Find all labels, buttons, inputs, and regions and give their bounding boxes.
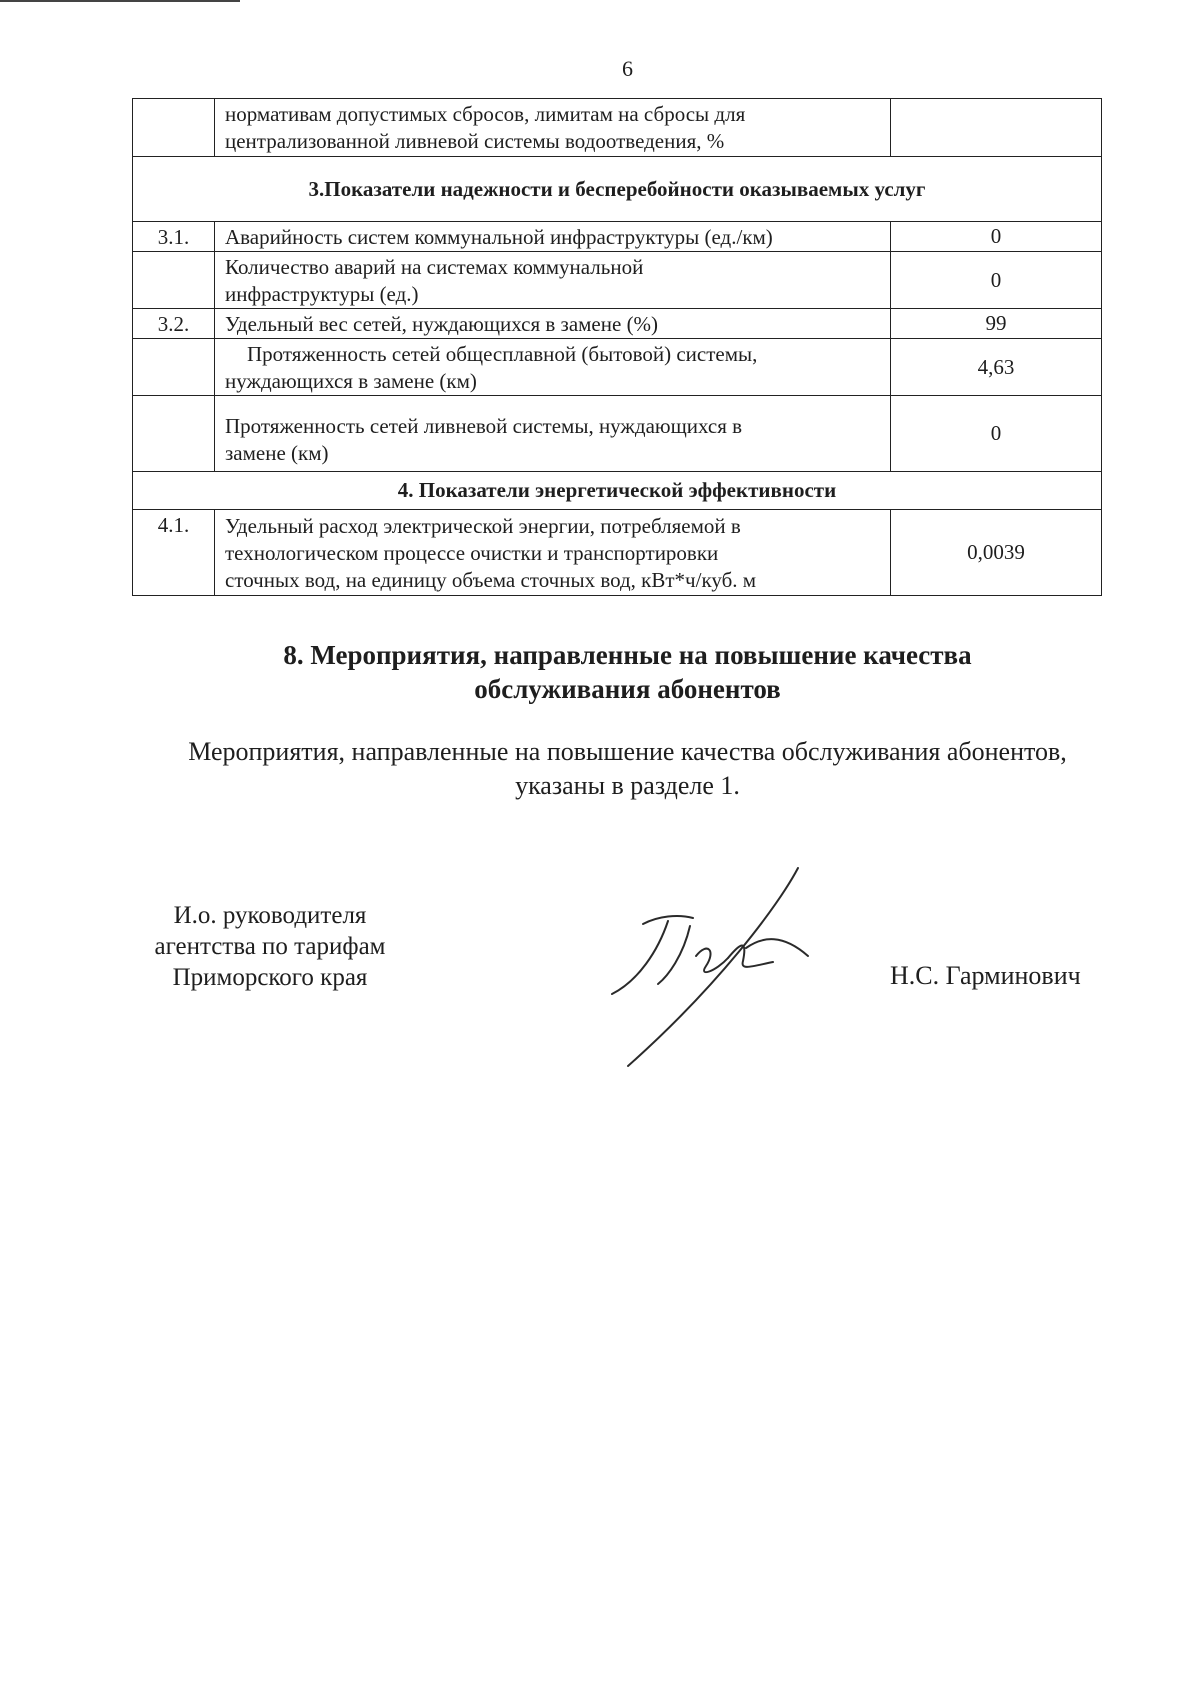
name-line: Протяженность сетей общесплавной (бытовой) системы, (247, 341, 758, 366)
row-value: 0 (891, 252, 1102, 309)
page-number: 6 (622, 56, 633, 81)
name-line: Протяженность сетей ливневой системы, нуждающихся в (225, 413, 743, 438)
section-title: 4. Показатели энергетической эффективности (133, 472, 1102, 510)
row-number (133, 99, 215, 157)
table-row (133, 309, 1102, 339)
row-indicator-name (215, 339, 891, 396)
row-number (133, 252, 215, 309)
section-header-row (133, 157, 1102, 222)
table-row (133, 222, 1102, 252)
title-line: И.о. руководителя (173, 902, 367, 929)
row-value (891, 99, 1102, 157)
name-line: Аварийность систем коммунальной инфраструктуры (ед./км) (225, 224, 773, 249)
text-line: указаны в разделе 1. (515, 771, 740, 800)
row-value: 0,0039 (891, 510, 1102, 596)
name-line: Удельный вес сетей, нуждающихся в замене (%) (225, 311, 659, 336)
row-indicator-name (215, 252, 891, 309)
row-value: 0 (891, 222, 1102, 252)
name-line: нуждающихся в замене (км) (225, 368, 477, 393)
name-line: централизованной ливневой системы водоотведения, % (225, 129, 725, 153)
row-indicator-name (215, 222, 891, 252)
name-line: Удельный расход электрической энергии, потребляемой в (225, 513, 741, 538)
name-line: Количество аварий на системах коммунальной (225, 254, 644, 279)
table-row (133, 99, 1102, 157)
name-line: нормативам допустимых сбросов, лимитам на сбросы для (225, 102, 746, 126)
name-line: замене (км) (225, 440, 329, 465)
row-number (133, 339, 215, 396)
row-value: 4,63 (891, 339, 1102, 396)
heading-line: 8. Мероприятия, направленные на повышение качества (283, 640, 972, 670)
row-indicator-name (215, 99, 891, 157)
text-line: Мероприятия, направленные на повышение качества обслуживания абонентов, (188, 737, 1067, 766)
row-indicator-name (215, 309, 891, 339)
row-number (133, 396, 215, 472)
section-header-row (133, 472, 1102, 510)
signatory-title (130, 900, 410, 993)
row-number: 3.1. (133, 222, 215, 252)
title-line: Приморского края (172, 964, 368, 991)
row-number: 4.1. (133, 510, 215, 596)
indicators-table (132, 98, 1102, 596)
handwritten-signature (598, 866, 828, 1071)
signature-stroke (628, 868, 798, 1066)
section-8-text (0, 735, 1200, 803)
row-value: 0 (891, 396, 1102, 472)
scan-edge-mark (0, 0, 240, 2)
row-indicator-name (215, 396, 891, 472)
table-row (133, 339, 1102, 396)
table-row (133, 396, 1102, 472)
name-line: сточных вод, на единицу объема сточных вод, кВт*ч/куб. м (225, 567, 757, 592)
row-number: 3.2. (133, 309, 215, 339)
table-row (133, 510, 1102, 596)
title-line: агентства по тарифам (154, 933, 386, 960)
row-indicator-name (215, 510, 891, 596)
name-line: инфраструктуры (ед.) (225, 281, 419, 306)
signature-stroke (746, 939, 808, 956)
row-value: 99 (891, 309, 1102, 339)
section-title: 3.Показатели надежности и бесперебойности оказываемых услуг (133, 157, 1102, 222)
table-row (133, 252, 1102, 309)
signatory-name: Н.С. Гарминович (890, 961, 1081, 990)
section-8-heading (0, 638, 1200, 706)
name-line: технологическом процессе очистки и транспортировки (225, 540, 719, 565)
heading-line: обслуживания абонентов (474, 674, 781, 704)
